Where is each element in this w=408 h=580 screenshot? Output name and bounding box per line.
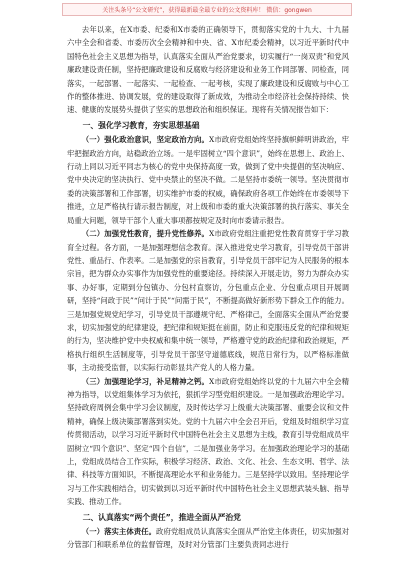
section-heading: 二、认真落实“两个责任”，推进全面从严治党 [82, 512, 241, 522]
section-heading: 一、强化学习教育，夯实思想基础 [82, 120, 200, 130]
paragraph-lead: （三）加强理论学习，补足精神之钙。 [81, 376, 210, 386]
body-paragraph [67, 227, 349, 374]
paragraph-lead: （一）落实主体责任。 [81, 527, 157, 537]
body-paragraph: 去年以来，在X市委、纪委和X市委的正确领导下，贯彻落实党的十九大、十九届六中全会和省委、市委历次全会精神和中央、省、X市纪委会精神，以习近平新时代中国特色社会主义思想为指导，认真落实全面从严治党要求，切实履行“一岗双责”和党风廉政建设责任制，坚持把廉政建设和反腐败与经济建设和业务工作同部署、同检查，同落实，一起部署、一起落实、一起检查、一起考核，实现了廉政建设和反腐败与中心工作的整体推进、协调发展，党的建设取得了新成效，为推动全市经济社会保持持续、快速、健康的发展势头提供了坚实的思想政治和组织保证。现将有关情况报告如下： [67, 25, 349, 115]
paragraph-text: X市政府党组注重把党性教育贯穿于学习教育全过程。各方面，一是加强理想信念教育。深入推进党史学习教育，引导党员干部讲党性、重品行、作表率。二是加强党的宗旨教育，引导党员干部牢记为人民服务的根本宗旨，把为群众办实事作为加强党性的重要途径。持续深入开展走访，努力为群众办实事、办好事，定期到分包镇办、分包村直察访，分包重点企业、分包重点项目开展调研，坚持“问政于民”“问计于民”“问需于民”，不断提高做好新形势下群众工作的能力。三是加强党规党纪学习，引导党员干部遵规守纪、严格律己，全面落实全面从严治党要求，切实加强党的纪律建设，把纪律和规矩挺在前面，防止和克服违反党的纪律和规矩的行为，坚决维护党中央权威和集中统一领导，严格遵守党的政治纪律和政治规矩，严格执行组织生活制度等，引导党员干部坚守道德底线，规范日常行为，以严格标准做事，主动接受监督，以实际行动彰显共产党人的人格力量。 [67, 229, 349, 373]
body-paragraph [67, 375, 349, 509]
body-paragraph [67, 525, 349, 552]
paragraph-text: 政府党组成员认真落实全面从严治党主体责任，切实加强对分管部门和联系单位的监督管理，及时对分管部门主要负责同志进行 [67, 527, 349, 550]
paragraph-lead: （一）强化政治意识，坚定政治方向。 [81, 135, 210, 145]
paragraph-text: X市政府党组始终以党的十九届六中全会精神为指导，以党组集体学习为依托，狠抓学习型党组织建设。一是加强政治理论学习。坚持政府周例会集中学习会议制度，及时传达学习上级重大决策部署、重要会议和文件精神，确保上级决策部署落到实处。党的十九届六中全会召开后，党组及时组织学习宣传贯彻活动，以学习习近平新时代中国特色社会主义思想为主线，教育引导党组成员牢固树立“四个意识”、坚定“四个自信”，二是加强业务学习。在加强政治理论学习的基础上，党组成员结合工作实际，积极学习经济、政治、文化、社会、生态文明、哲学、法律、科技等方面知识，不断提高理论水平和业务能力。三是坚持学以致用。坚持理论学习与工作实践相结合，切实做到以习近平新时代中国特色社会主义思想武装头脑、指导实践、推动工作。 [67, 376, 349, 507]
body-paragraph [67, 133, 349, 227]
paragraph-text: X市政府党组始终坚持旗帜鲜明讲政治，牢牢把握政治方向，站稳政治立场。一是牢固树立“四个意识”，始终在思想上、政治上、行动上同以习近平同志为核心的党中央保持高度一致，做到了党中央提倡的坚决响应、党中央决定的坚决执行、党中央禁止的坚决不做。二是坚持市委统一领导。坚决贯彻市委的决策部署和工作部署，切实维护市委的权威，确保政府各项工作始终在市委领导下推进，立足严格执行请示报告制度，对上级和市委的重大决策部署的执行落实、事关全局重大问题，领导干部个人重大事项都按规定及时向市委请示报告。 [67, 135, 349, 225]
top-banner: 关注头条号“公文研究”，获得最新最全最专业的公文资料库！ 微信：gongwen [62, 3, 352, 16]
document-body [67, 23, 349, 552]
paragraph-lead: （二）加强党性教育，提升党性修养。 [81, 229, 210, 239]
